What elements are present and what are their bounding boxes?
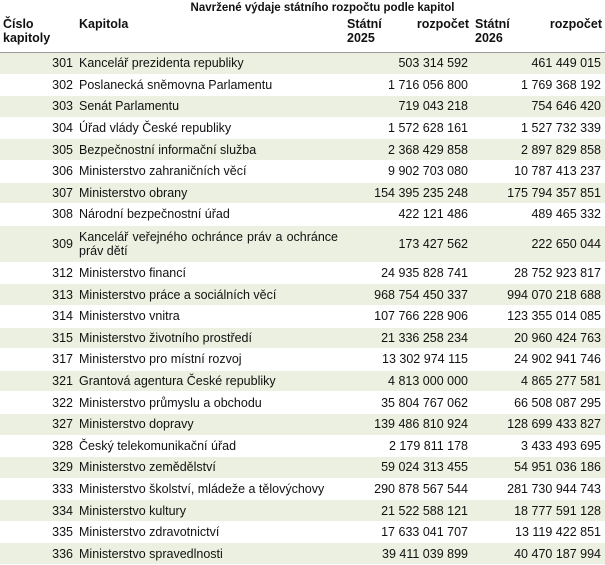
table-row xyxy=(0,349,605,371)
table-row xyxy=(0,413,605,435)
table-row xyxy=(0,435,605,457)
chapter-code-cell: 302 xyxy=(0,74,76,96)
budget-2025-cell: 290 878 567 544 xyxy=(344,478,472,500)
budget-2026-cell: 994 070 218 688 xyxy=(472,284,605,306)
table-title: Navržené výdaje státního rozpočtu podle kapitol xyxy=(190,2,455,14)
budget-2025-cell: 39 411 039 899 xyxy=(344,543,472,565)
chapter-name-cell: Český telekomunikační úřad xyxy=(76,435,344,457)
budget-2026-cell: 20 960 424 763 xyxy=(472,327,605,349)
table-row xyxy=(0,53,605,75)
chapter-code-cell: 307 xyxy=(0,182,76,204)
chapter-code-cell: 308 xyxy=(0,204,76,226)
chapter-name-cell: Ministerstvo školství, mládeže a tělovýchovy xyxy=(76,478,344,500)
chapter-code-cell: 333 xyxy=(0,478,76,500)
chapter-name-cell: Ministerstvo kultury xyxy=(76,500,344,522)
chapter-code-cell: 336 xyxy=(0,543,76,565)
chapter-name-cell: Senát Parlamentu xyxy=(76,96,344,118)
table-row xyxy=(0,262,605,284)
budget-2026-cell: 4 865 277 581 xyxy=(472,370,605,392)
budget-2026-cell: 222 650 044 xyxy=(472,225,605,262)
budget-2026-cell: 1 769 368 192 xyxy=(472,74,605,96)
table-row xyxy=(0,327,605,349)
table-row xyxy=(0,521,605,543)
budget-2026-cell: 66 508 087 295 xyxy=(472,392,605,414)
chapter-code-cell: 327 xyxy=(0,413,76,435)
budget-2025-cell: 139 486 810 924 xyxy=(344,413,472,435)
chapter-name-cell: Ministerstvo zahraničních věcí xyxy=(76,160,344,182)
budget-2026-cell: 128 699 433 827 xyxy=(472,413,605,435)
budget-2026-cell: 3 433 493 695 xyxy=(472,435,605,457)
budget-2025-cell: 4 813 000 000 xyxy=(344,370,472,392)
chapter-code-cell: 301 xyxy=(0,53,76,75)
table-row xyxy=(0,457,605,479)
budget-2026-cell: 2 897 829 858 xyxy=(472,139,605,161)
chapter-code-cell: 303 xyxy=(0,96,76,118)
chapter-name-cell: Kancelář veřejného ochránce práv a ochránce práv dětí xyxy=(76,225,344,262)
budget-2025-cell: 422 121 486 xyxy=(344,204,472,226)
header-2025-word2: rozpočet xyxy=(416,17,469,31)
chapter-name-cell: Ministerstvo financí xyxy=(76,262,344,284)
budget-2026-cell: 13 119 422 851 xyxy=(472,521,605,543)
chapter-name-cell: Ministerstvo zdravotnictví xyxy=(76,521,344,543)
chapter-name-cell: Úřad vlády České republiky xyxy=(76,117,344,139)
chapter-code-cell: 322 xyxy=(0,392,76,414)
chapter-name-cell: Ministerstvo obrany xyxy=(76,182,344,204)
chapter-name-cell: Bezpečnostní informační služba xyxy=(76,139,344,161)
chapter-code-cell: 306 xyxy=(0,160,76,182)
chapter-name-cell: Ministerstvo práce a sociálních věcí xyxy=(76,284,344,306)
table-row xyxy=(0,139,605,161)
table-row xyxy=(0,160,605,182)
header-2025-year: 2025 xyxy=(347,31,375,45)
budget-2026-cell: 40 470 187 994 xyxy=(472,543,605,565)
budget-2026-cell: 24 902 941 746 xyxy=(472,349,605,371)
table-row xyxy=(0,478,605,500)
budget-2025-cell: 17 633 041 707 xyxy=(344,521,472,543)
table-row xyxy=(0,225,605,262)
chapter-code-cell: 314 xyxy=(0,305,76,327)
table-row xyxy=(0,204,605,226)
table-row xyxy=(0,284,605,306)
table-row xyxy=(0,74,605,96)
table-row xyxy=(0,305,605,327)
chapter-name-cell: Ministerstvo průmyslu a obchodu xyxy=(76,392,344,414)
budget-2025-cell: 1 572 628 161 xyxy=(344,117,472,139)
budget-2026-cell: 175 794 357 851 xyxy=(472,182,605,204)
chapter-code-cell: 313 xyxy=(0,284,76,306)
budget-2025-cell: 35 804 767 062 xyxy=(344,392,472,414)
chapter-name-cell: Poslanecká sněmovna Parlamentu xyxy=(76,74,344,96)
table-row xyxy=(0,543,605,565)
budget-2025-cell: 503 314 592 xyxy=(344,53,472,75)
header-2025-word1: Státní xyxy=(347,17,382,31)
header-2026-word1: Státní xyxy=(475,17,510,31)
chapter-code-cell: 312 xyxy=(0,262,76,284)
budget-table xyxy=(0,16,605,565)
budget-2026-cell: 28 752 923 817 xyxy=(472,262,605,284)
table-row xyxy=(0,500,605,522)
budget-2025-cell: 968 754 450 337 xyxy=(344,284,472,306)
chapter-code-cell: 321 xyxy=(0,370,76,392)
chapter-code-cell: 335 xyxy=(0,521,76,543)
budget-2025-cell: 24 935 828 741 xyxy=(344,262,472,284)
budget-2026-cell: 281 730 944 743 xyxy=(472,478,605,500)
budget-2025-cell: 719 043 218 xyxy=(344,96,472,118)
chapter-name-cell: Kancelář prezidenta republiky xyxy=(76,53,344,75)
chapter-code-cell: 309 xyxy=(0,225,76,262)
header-budget-2025 xyxy=(344,16,472,53)
budget-2025-cell: 173 427 562 xyxy=(344,225,472,262)
chapter-code-cell: 315 xyxy=(0,327,76,349)
header-2026-year: 2026 xyxy=(475,31,503,45)
budget-2026-cell: 754 646 420 xyxy=(472,96,605,118)
table-row xyxy=(0,96,605,118)
table-row xyxy=(0,117,605,139)
header-chapter-code xyxy=(0,16,76,53)
budget-2025-cell: 154 395 235 248 xyxy=(344,182,472,204)
chapter-name-cell: Ministerstvo dopravy xyxy=(76,413,344,435)
header-code-line2: kapitoly xyxy=(3,31,51,45)
budget-2025-cell: 107 766 228 906 xyxy=(344,305,472,327)
budget-2026-cell: 1 527 732 339 xyxy=(472,117,605,139)
budget-2025-cell: 1 716 056 800 xyxy=(344,74,472,96)
chapter-name-cell: Ministerstvo životního prostředí xyxy=(76,327,344,349)
header-row xyxy=(0,16,605,53)
budget-2025-cell: 9 902 703 080 xyxy=(344,160,472,182)
budget-2026-cell: 123 355 014 085 xyxy=(472,305,605,327)
chapter-name-cell: Národní bezpečnostní úřad xyxy=(76,204,344,226)
budget-2026-cell: 10 787 413 237 xyxy=(472,160,605,182)
header-budget-2026 xyxy=(472,16,605,53)
chapter-name-cell: Ministerstvo spravedlnosti xyxy=(76,543,344,565)
chapter-code-cell: 304 xyxy=(0,117,76,139)
budget-2025-cell: 21 522 588 121 xyxy=(344,500,472,522)
table-row xyxy=(0,370,605,392)
budget-2025-cell: 59 024 313 455 xyxy=(344,457,472,479)
chapter-code-cell: 334 xyxy=(0,500,76,522)
budget-2026-cell: 54 951 036 186 xyxy=(472,457,605,479)
table-row xyxy=(0,182,605,204)
budget-2025-cell: 2 179 811 178 xyxy=(344,435,472,457)
budget-2026-cell: 461 449 015 xyxy=(472,53,605,75)
budget-2026-cell: 489 465 332 xyxy=(472,204,605,226)
chapter-code-cell: 328 xyxy=(0,435,76,457)
budget-2025-cell: 21 336 258 234 xyxy=(344,327,472,349)
chapter-name-cell: Ministerstvo vnitra xyxy=(76,305,344,327)
budget-2025-cell: 13 302 974 115 xyxy=(344,349,472,371)
header-code-line1: Číslo xyxy=(3,17,34,31)
budget-2026-cell: 18 777 591 128 xyxy=(472,500,605,522)
table-row xyxy=(0,392,605,414)
header-chapter-name: Kapitola xyxy=(76,16,344,53)
chapter-name-cell: Grantová agentura České republiky xyxy=(76,370,344,392)
budget-2025-cell: 2 368 429 858 xyxy=(344,139,472,161)
chapter-name-cell: Ministerstvo pro místní rozvoj xyxy=(76,349,344,371)
chapter-code-cell: 317 xyxy=(0,349,76,371)
chapter-code-cell: 329 xyxy=(0,457,76,479)
chapter-name-cell: Ministerstvo zemědělství xyxy=(76,457,344,479)
header-2026-word2: rozpočet xyxy=(549,17,602,31)
chapter-code-cell: 305 xyxy=(0,139,76,161)
